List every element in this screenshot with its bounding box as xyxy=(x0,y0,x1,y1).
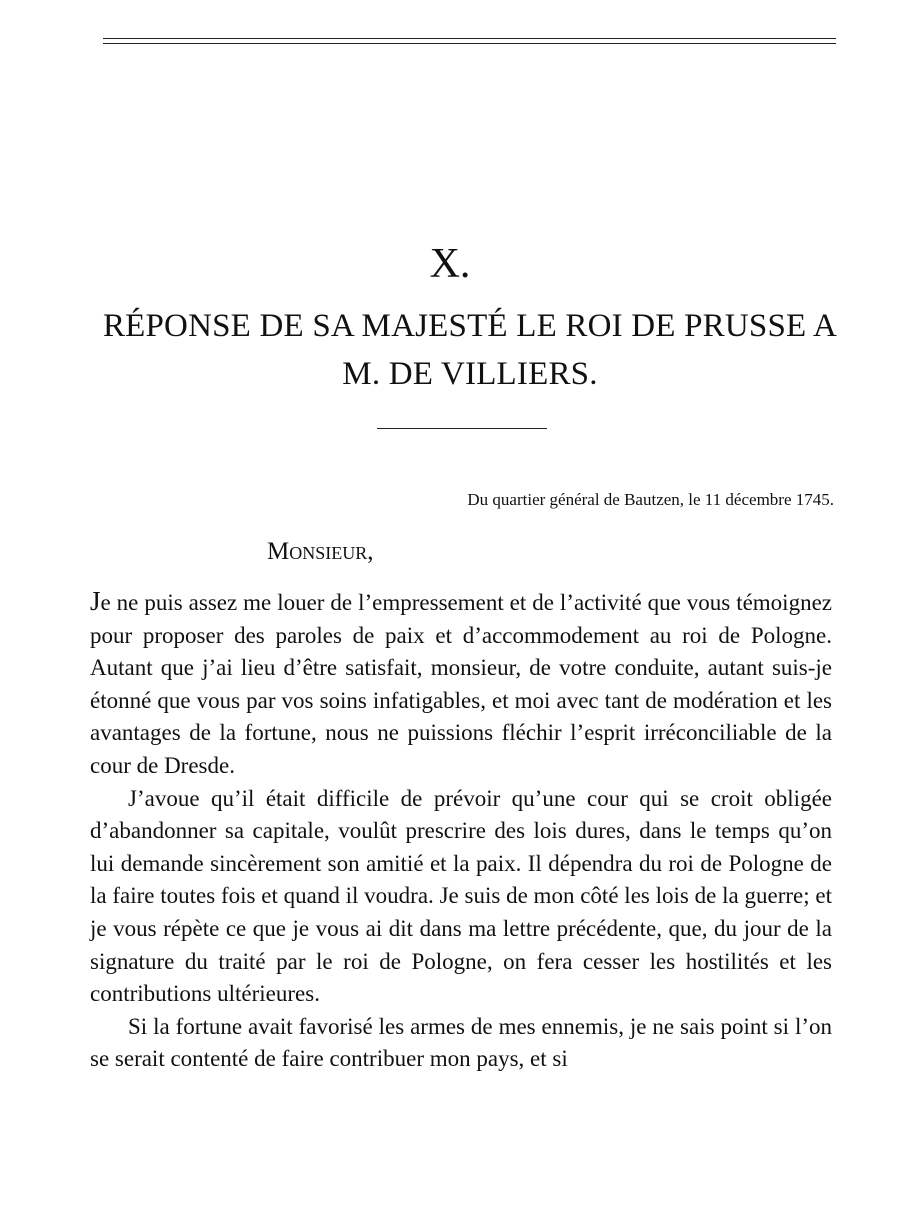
letter-body xyxy=(90,585,832,1076)
top-double-rule xyxy=(103,38,836,44)
paragraph-1: Je ne puis assez me louer de l’empressement et de l’activité que vous témoignez pour proposer des paroles de paix et d’accommodement au roi de Pologne. Autant que j’ai lieu d’être satisfait, monsieur, de votre conduite, autant suis-je étonné que vous par vos soins infatigables, et moi avec tant de modération et les avantages de la fortune, nous ne puissions fléchir l’esprit irréconciliable de la cour de Dresde. xyxy=(90,586,832,778)
paragraph-2: J’avoue qu’il était difficile de prévoir qu’une cour qui se croit obligée d’abandonner sa capitale, voulût prescrire des lois dures, dans le temps qu’on lui demande sincèrement son amitié et la paix. Il dépendra du roi de Pologne de la faire toutes fois et quand il voudra. Je suis de mon côté les lois de la guerre; et je vous répète ce que je vous ai dit dans ma lettre précédente, que, du jour de la signature du traité par le roi de Pologne, on fera cesser les hostilités et les contributions ultérieures. xyxy=(90,785,832,1007)
salutation: Monsieur, xyxy=(267,538,374,565)
chapter-title: RÉPONSE DE SA MAJESTÉ LE ROI DE PRUSSE A M. DE VILLIERS. xyxy=(102,308,838,392)
paragraph-3: Si la fortune avait favorisé les armes de mes ennemis, je ne sais point si l’on se serait contenté de faire contribuer mon pays, et si xyxy=(90,1013,832,1072)
dateline: Du quartier général de Bautzen, le 11 décembre 1745. xyxy=(467,490,834,509)
title-rule xyxy=(377,428,547,429)
chapter-number: X. xyxy=(429,241,471,287)
